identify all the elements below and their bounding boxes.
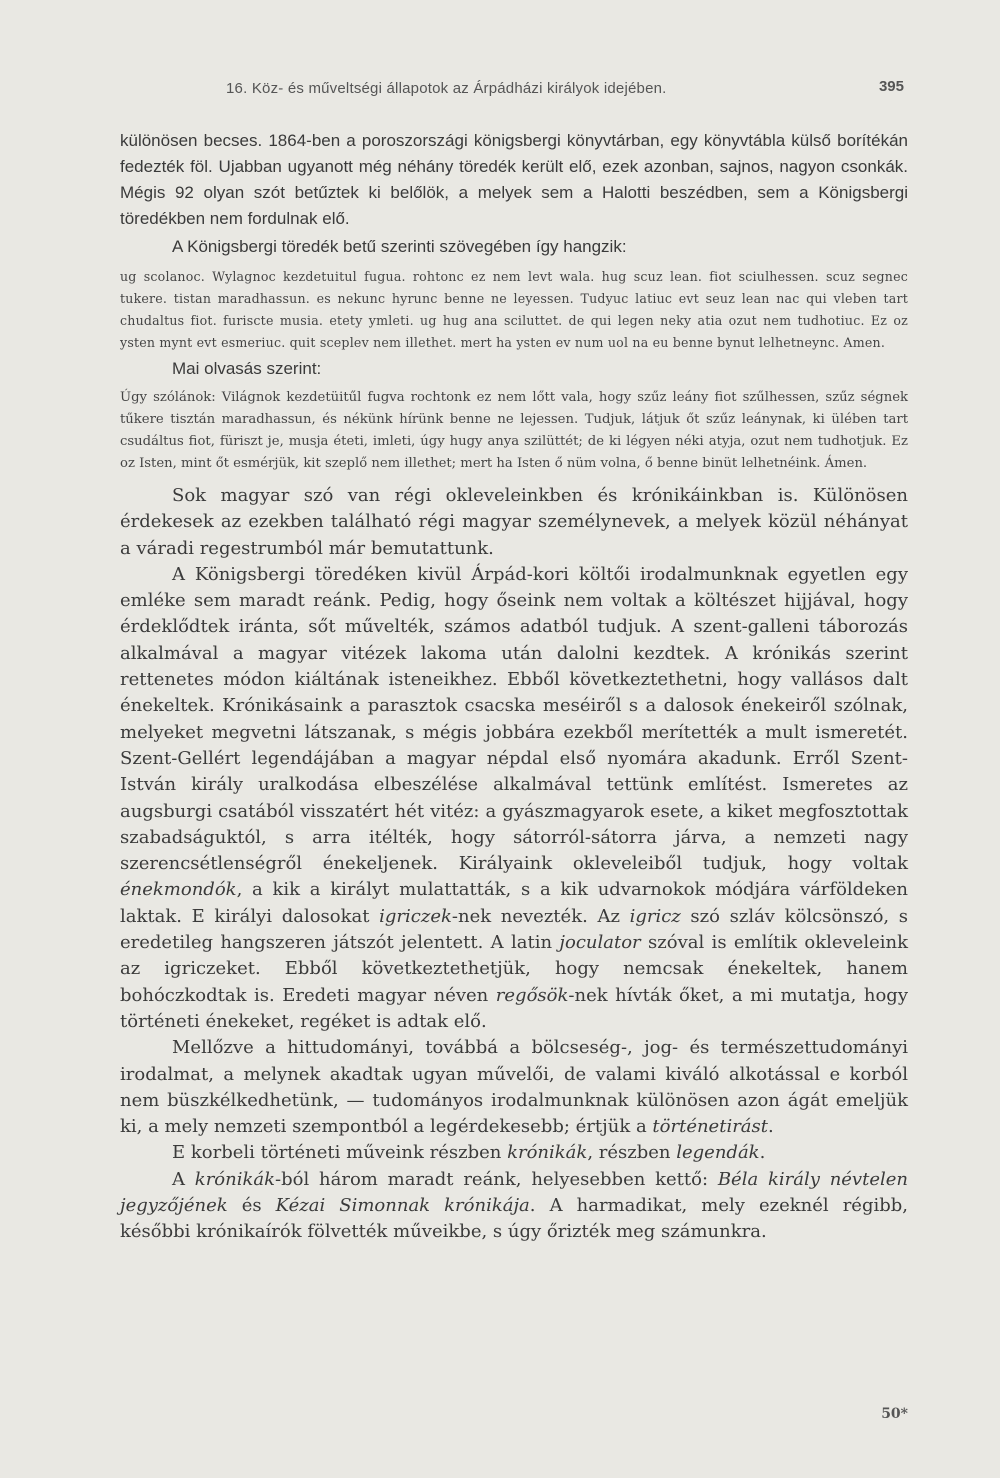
text-run: , a kik a királyt mulattatták, s a kik udvarnokok módjára várföldeken laktak. E királyi dalosokat [120, 879, 908, 927]
italic-term: joculator [559, 932, 641, 954]
text-run: A [172, 1168, 195, 1190]
italic-term: Béla király névtelen jegyzőjének [120, 1168, 908, 1217]
intro-paragraph: különösen becses. 1864-ben a poroszországi königsbergi könyvtárban, egy könyvtábla külső borítékán fedezték föl. Ujabban ugyanott még néhány töredék került elő, ezek azonban, sajnos, nagyon csonkák. Mégis 92 olyan szót betűztek ki belőlök, a melyek sem a Halotti beszédben, sem a Königsbergi töredékben nem fordulnak elő. [120, 131, 908, 228]
italic-term: krónikák [194, 1168, 276, 1190]
paragraph-historical-works [120, 1140, 908, 1166]
paragraph-scholarship [120, 1035, 908, 1140]
page-number: 395 [878, 78, 904, 95]
signature-mark: 50* [881, 1406, 908, 1422]
italic-term: krónikák [507, 1142, 588, 1164]
text-run: E korbeli történeti műveink részben [172, 1142, 508, 1164]
italic-term: igriczek [379, 905, 452, 927]
text-run: és [227, 1195, 276, 1217]
italic-term: történetirást [652, 1116, 769, 1138]
text-run: , részben [587, 1142, 677, 1164]
text-run: A Königsbergi töredéken kivül Árpád-kori költői irodalmunknak egyetlen egy emléke sem maradt reánk. Pedig, hogy őseink nem voltak a költészet hijjával, hogy érdeklődtek iránta, sőt művelték, számos adatból tudjuk. A szent-galleni táborozás alkalmával a magyar vitézek lakoma után dalolni kezdtek. A krónikás szerint rettenetes módon kiáltának isteneikhez. Ebből következtethetni, hogy vallásos dalt énekeltek. Krónikásaink a parasztok csacska meséiről s a dalosok énekeiről szólnak, melyeket megvetni látszanak, s mégis jobbára ezekből merítették a mult ismeretét. Szent-Gellért legendájában a magyar népdal első nyomára akadunk. Erről Szent-István király uralkodása elbeszélése alkalmával tettünk említést. Ismeretes az augsburgi csatából visszatért hét vitéz: a gyászmagyarok esete, a kiket megfosztottak szabadságuktól, s arra itélték, hogy sátorról-sátorra járva, a nemzeti nagy szerencsétlenségről énekeljenek. Királyaink okleveleiből tudjuk, hogy voltak [120, 563, 908, 875]
italic-term: Kézai Simonnak krónikája [275, 1195, 530, 1217]
italic-term: igricz [629, 905, 681, 927]
original-text-heading: A Königsbergi töredék betű szerinti szövegében így hangzik: [172, 237, 627, 256]
running-title: 16. Köz- és műveltségi állapotok az Árpádházi királyok idejében. [226, 80, 667, 97]
paragraph-chronicles [120, 1167, 908, 1246]
text-run: . A harmadikat, mely ezeknél régibb, későbbi krónikaírók fölvették műveikbe, s úgy őrizték meg számunkra. [120, 1195, 909, 1243]
text-run: -nek nevezték. Az [451, 905, 630, 927]
page-body [120, 128, 908, 1246]
italic-term: legendák [676, 1142, 760, 1164]
paragraph-poetry [120, 562, 908, 1035]
text-run: Mellőzve a hittudományi, továbbá a bölcseség-, jog- és természettudományi irodalmat, a melynek akadtak ugyan művelői, de valami kiváló alkotással e korból nem büszkélkedhetünk, — tudományos irodalmunknak különösen azon ágát emeljük ki, a mely nemzeti szempontból a legérdekesebb; értjük a [120, 1037, 908, 1138]
text-run: . [759, 1142, 766, 1164]
modern-reading-heading: Mai olvasás szerint: [172, 359, 322, 378]
italic-term: regősök [495, 984, 569, 1006]
modern-reading-block: Úgy szólánok: Világnok kezdetüitűl fugva rochtonk ez nem lőtt vala, hogy szűz leány fiot szűlhessen, szűz ségnek tűkere tisztán maradhassun, és nékünk hírünk benne ne lejessen. Tudjuk, látjuk őt szűz leánynak, ki ülében tart csudáltus fiot, füriszt je, musja éteti, imleti, úgy hugy anya szilüttét; de ki légyen néki atyja, ozut nem tudhotjuk. Ez oz Isten, mint őt esmérjük, kit szeplő nem illethet; mert ha Isten ő nüm volna, ő benne binüt lelhetnéink. Ámen. [120, 390, 908, 471]
original-text-block: ug scolanoc. Wylagnoc kezdetuitul fugua. rohtonc ez nem levt wala. hug scuz lean. fiot sciulhessen. scuz segnec tukere. tistan maradhassun. es nekunc hyrunc benne ne leyessen. Tudyuc latiuc evt seuz lean nac qui vleben tart chudaltus fiot. furiscte musia. etety ymleti. ug hug ana sciluttet. de qui legen neky atia ozut nem tudhotiuc. Ez oz ysten mynt evt esmeriuc. quit sceplev nem illethet. mert ha ysten ev num uol na eu benne bynut lelhetneync. Amen. [120, 269, 908, 350]
text-run: -nek hívták őket, a mi mutatja, hogy történeti énekeket, regéket is adtak elő. [120, 984, 908, 1032]
paragraph-old-words: Sok magyar szó van régi okleveleinkben és krónikáinkban is. Különösen érdekesek az ezekben található régi magyar személynevek, a melyek közül néhányat a váradi regestrumból már bemutattunk. [120, 485, 908, 559]
text-run: -ból három maradt reánk, helyesebben kettő: [275, 1168, 718, 1190]
text-run: . [768, 1116, 774, 1138]
text-run: szó szláv kölcsönszó, s eredetileg hangszeren játszót jelentett. A latin [120, 905, 908, 954]
italic-term: énekmondók [120, 879, 237, 901]
running-header [120, 78, 910, 104]
text-run: szóval is említik okleveleink az igriczeket. Ebből következtethetjük, hogy nemcsak énekeltek, hanem bohóczkodtak is. Eredeti magyar néven [120, 932, 908, 1006]
